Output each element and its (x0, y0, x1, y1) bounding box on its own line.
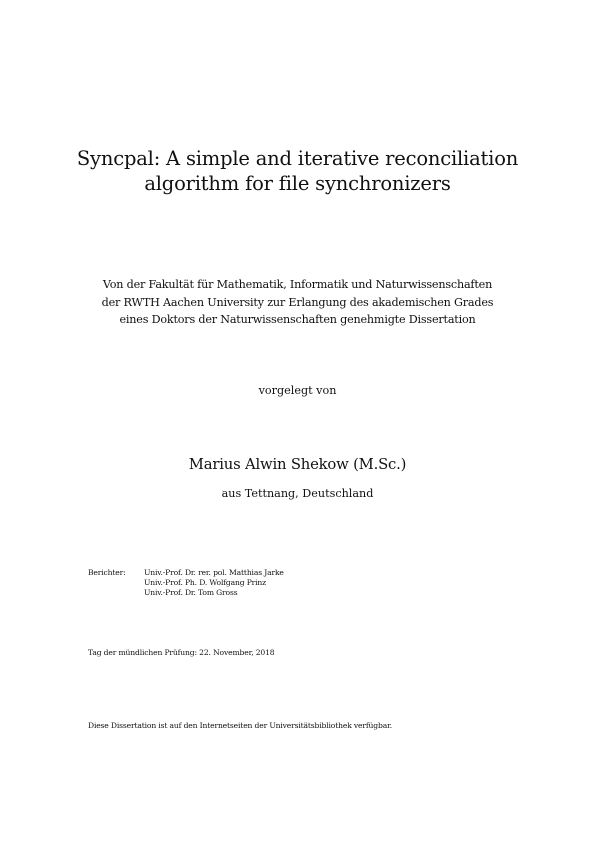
dissertation-title (0, 146, 595, 196)
reviewers-label: Berichter: (88, 568, 126, 577)
faculty-line-3: eines Doktors der Naturwissenschaften genehmigte Dissertation (119, 313, 476, 326)
oral-exam-date: Tag der mündlichen Prüfung: 22. November, 2018 (88, 648, 275, 657)
author-origin: aus Tettnang, Deutschland (221, 487, 374, 500)
author-name: Marius Alwin Shekow (M.Sc.) (188, 456, 407, 473)
publication-note: Diese Dissertation ist auf den Internetseiten der Universitätsbibliothek verfügbar. (88, 721, 392, 730)
faculty-statement (0, 276, 595, 329)
reviewer-name: Univ.-Prof. Dr. rer. pol. Matthias Jarke (144, 568, 284, 577)
reviewer-name: Univ.-Prof. Dr. Tom Gross (144, 588, 238, 597)
submitted-by-text: vorgelegt von (258, 384, 337, 397)
faculty-line-1: Von der Fakultät für Mathematik, Informatik und Naturwissenschaften (102, 278, 493, 291)
title-line-1: Syncpal: A simple and iterative reconciliation (76, 147, 519, 170)
reviewers-list (144, 568, 284, 598)
title-line-2: algorithm for file synchronizers (144, 172, 451, 195)
reviewer-name: Univ.-Prof. Ph. D. Wolfgang Prinz (144, 578, 267, 587)
faculty-line-2: der RWTH Aachen University zur Erlangung des akademischen Grades (101, 295, 494, 309)
